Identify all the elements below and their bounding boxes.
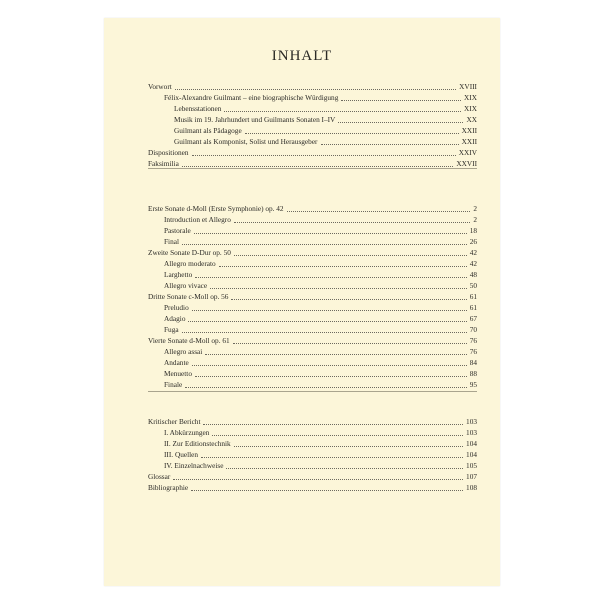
dot-leader	[210, 287, 467, 289]
dot-leader	[226, 467, 463, 469]
toc-entry-label: Guilmant als Pädagoge	[174, 126, 242, 135]
dot-leader	[201, 456, 463, 458]
toc-entry-label: Glossar	[148, 472, 171, 481]
toc-entry[interactable]	[148, 302, 477, 313]
toc-entry-page: 61	[469, 303, 477, 312]
toc-entry[interactable]	[148, 225, 477, 236]
toc-entry-label: Bibliographie	[148, 483, 189, 492]
dot-leader	[182, 331, 467, 333]
toc-entry-page: 26	[469, 237, 477, 246]
toc-entry[interactable]	[148, 136, 477, 147]
dot-leader	[212, 434, 463, 436]
dot-leader	[188, 320, 466, 322]
toc-entry-page: XX	[466, 115, 477, 124]
toc-entry-page: XVIII	[459, 82, 477, 91]
dot-leader	[191, 489, 463, 491]
toc-entry[interactable]	[148, 460, 477, 471]
toc-entry-page: 48	[469, 270, 477, 279]
toc-entry-page: 2	[473, 215, 477, 224]
toc-entry-label: Larghetto	[164, 270, 193, 279]
toc-entry-page: 103	[466, 417, 477, 426]
toc-entry[interactable]	[148, 416, 477, 427]
toc-entry[interactable]	[148, 346, 477, 357]
toc-entry[interactable]	[148, 269, 477, 280]
toc-entry-label: I. Abkürzungen	[164, 428, 210, 437]
toc-entry-page: XXVII	[456, 159, 477, 168]
dot-leader	[175, 88, 456, 90]
dot-leader	[233, 342, 467, 344]
toc-entry-label: Dritte Sonate c-Moll op. 56	[148, 292, 229, 301]
toc-entry[interactable]	[148, 214, 477, 225]
toc-entry-label: Guilmant als Komponist, Solist und Herausgeber	[174, 137, 318, 146]
toc-entry-label: Fuga	[164, 325, 179, 334]
toc-entry-page: 70	[469, 325, 477, 334]
toc-entry-label: Vierte Sonate d-Moll op. 61	[148, 336, 230, 345]
document-page	[104, 18, 500, 586]
toc-entry-page: 67	[469, 314, 477, 323]
toc-entry-label: Lebensstationen	[174, 104, 222, 113]
toc-entry-label: Menuetto	[164, 369, 192, 378]
dot-leader	[182, 243, 467, 245]
toc-entry-page: XXII	[461, 126, 477, 135]
toc-entry-label: Dispositionen	[148, 148, 189, 157]
dot-leader	[321, 143, 459, 145]
toc-entry[interactable]	[148, 103, 477, 114]
toc-entry-label: Faksimilia	[148, 159, 179, 168]
toc-entry[interactable]	[148, 449, 477, 460]
toc-entry-label: Musik im 19. Jahrhundert und Guilmants Sonaten I–IV	[174, 115, 336, 124]
dot-leader	[338, 121, 463, 123]
toc-entry-label: Finale	[164, 380, 183, 389]
toc-entry-label: Pastorale	[164, 226, 191, 235]
toc-entry-page: XIX	[464, 93, 477, 102]
toc-entry-label: Preludio	[164, 303, 189, 312]
toc-entry-page: 42	[469, 259, 477, 268]
toc-entry[interactable]	[148, 203, 477, 214]
toc-entry-label: Allegro assai	[164, 347, 203, 356]
toc-entry[interactable]	[148, 313, 477, 324]
toc-entry-page: 105	[466, 461, 477, 470]
toc-entry-label: Félix-Alexandre Guilmant – eine biographische Würdigung	[164, 93, 339, 102]
toc-entry[interactable]	[148, 81, 477, 92]
toc-entry-page: 95	[469, 380, 477, 389]
toc-entry-page: 50	[469, 281, 477, 290]
divider	[148, 391, 477, 392]
toc-entry-page: XXIV	[458, 148, 477, 157]
dot-leader	[224, 110, 461, 112]
toc-entry-label: IV. Einzelnachweise	[164, 461, 224, 470]
toc-entry[interactable]	[148, 280, 477, 291]
toc-entry-label: Allegro vivace	[164, 281, 208, 290]
toc-entry-label: Kritischer Bericht	[148, 417, 201, 426]
toc-entry[interactable]	[148, 258, 477, 269]
toc-entry-label: Allegro moderato	[164, 259, 216, 268]
toc-entry[interactable]	[148, 324, 477, 335]
toc-entry[interactable]	[148, 125, 477, 136]
dot-leader	[173, 478, 463, 480]
dot-leader	[341, 99, 461, 101]
toc-entry[interactable]	[148, 471, 477, 482]
toc-entry[interactable]	[148, 427, 477, 438]
toc-entry-page: 107	[466, 472, 477, 481]
toc-entry-label: III. Quellen	[164, 450, 199, 459]
dot-leader	[234, 254, 467, 256]
toc-entry[interactable]	[148, 114, 477, 125]
toc-entry-page: 76	[469, 347, 477, 356]
toc-entry[interactable]	[148, 335, 477, 346]
dot-leader	[234, 221, 470, 223]
toc-entry-page: 88	[469, 369, 477, 378]
toc-entry[interactable]	[148, 291, 477, 302]
toc-entry-label: Final	[164, 237, 179, 246]
dot-leader	[231, 298, 466, 300]
dot-leader	[195, 276, 466, 278]
toc-entry-page: 108	[466, 483, 477, 492]
toc-entry-page: 103	[466, 428, 477, 437]
toc-entry-page: 84	[469, 358, 477, 367]
toc-entry[interactable]	[148, 379, 477, 390]
toc-entry-label: Vorwort	[148, 82, 172, 91]
dot-leader	[234, 445, 463, 447]
toc-entry[interactable]	[148, 147, 477, 158]
toc-entry-page: XIX	[464, 104, 477, 113]
toc-entry-page: 104	[466, 439, 477, 448]
dot-leader	[192, 154, 456, 156]
dot-leader	[219, 265, 467, 267]
toc-entry[interactable]	[148, 158, 477, 169]
toc-entry[interactable]	[148, 438, 477, 449]
toc-entry-label: II. Zur Editionstechnik	[164, 439, 231, 448]
toc-entry[interactable]	[148, 482, 477, 493]
dot-leader	[245, 132, 459, 134]
page-title: INHALT	[271, 48, 333, 64]
toc-entry-label: Andante	[164, 358, 189, 367]
toc-entry-page: 2	[473, 204, 477, 213]
dot-leader	[203, 423, 463, 425]
toc-entry-page: 42	[469, 248, 477, 257]
toc-entry-label: Erste Sonate d-Moll (Erste Symphonie) op. 42	[148, 204, 284, 213]
toc-entry-page: 61	[469, 292, 477, 301]
toc-entry-page: 76	[469, 336, 477, 345]
dot-leader	[192, 309, 467, 311]
toc-entry[interactable]	[148, 92, 477, 103]
toc-entry[interactable]	[148, 357, 477, 368]
toc-entry-page: XXII	[461, 137, 477, 146]
toc-entry[interactable]	[148, 247, 477, 258]
dot-leader	[287, 210, 471, 212]
toc-entry-page: 104	[466, 450, 477, 459]
toc-entry-label: Zweite Sonate D-Dur op. 50	[148, 248, 231, 257]
toc-entry-page: 18	[469, 226, 477, 235]
toc-entry[interactable]	[148, 368, 477, 379]
toc-entry-label: Introduction et Allegro	[164, 215, 231, 224]
dot-leader	[194, 232, 467, 234]
toc-entry[interactable]	[148, 236, 477, 247]
dot-leader	[185, 386, 466, 388]
dot-leader	[182, 165, 454, 167]
dot-leader	[205, 353, 466, 355]
dot-leader	[192, 364, 467, 366]
toc-entry-label: Adagio	[164, 314, 186, 323]
dot-leader	[195, 375, 467, 377]
